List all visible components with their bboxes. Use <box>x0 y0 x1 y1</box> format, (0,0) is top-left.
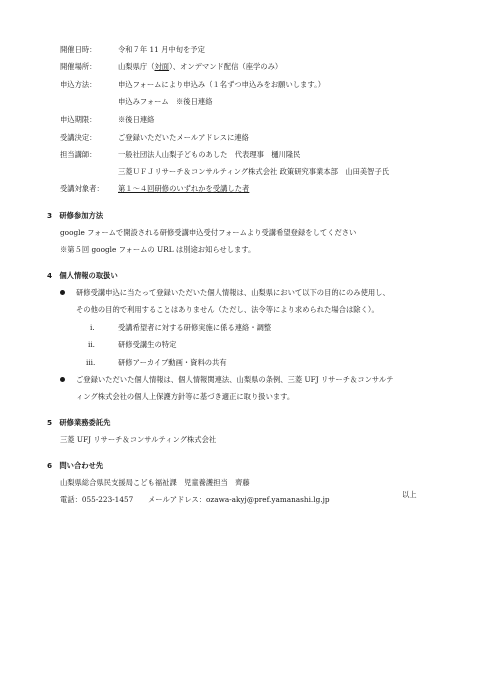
decision-value: ご登録いただいたメールアドレスに連絡 <box>118 133 249 142</box>
instructor-value-2: 三菱ＵＦＪリサーチ＆コンサルティング株式会社 政策研究事業本部 山田美智子氏 <box>118 167 390 176</box>
section4-bullet1-line2: その他の目的で利用することはありません（ただし、法令等により求められた場合は除く）。 <box>76 305 379 314</box>
section5-heading: 5 研修業務委託先 <box>47 418 111 427</box>
apply-method-value-1: 申込フォームにより申込み（１名ずつ申込みをお願いします。） <box>118 80 326 89</box>
list-item-num: iii. <box>86 358 96 367</box>
section6-heading: 6 問い合わせ先 <box>47 461 104 470</box>
list-item-num: i. <box>90 323 95 332</box>
decision-label: 受講決定： <box>60 133 97 142</box>
section3-line1: google フォームで開設される研修受講申込受付フォームより受講希望登録をしてください <box>60 228 357 237</box>
contact-email: メールアドレス：ozawa-akyj@pref.yamanashi.lg.jp <box>148 495 330 504</box>
instructor-label: 担当講師： <box>60 150 97 159</box>
closing-text: 以上 <box>402 490 417 499</box>
list-item-text: 研修受講生の特定 <box>118 340 177 349</box>
date-value: 令和７年 11 月中旬を予定 <box>118 45 205 54</box>
date-label: 開催日時： <box>60 45 97 54</box>
venue-underlined: 対面 <box>154 62 170 71</box>
venue-label: 開催場所： <box>60 62 97 71</box>
apply-method-label: 申込方法： <box>60 80 97 89</box>
section4-bullet2-line1: ご登録いただいた個人情報は、個人情報関連法、山梨県の条例、三菱 UFJ リサーチ＆コンサルテ <box>76 375 394 384</box>
section4-heading: 4 個人情報の取扱い <box>47 271 118 280</box>
deadline-label: 申込期限： <box>60 115 97 124</box>
bullet-icon <box>60 377 65 382</box>
section4-bullet2-line2: ィング株式会社の個人上保護方針等に基づき適正に取り扱います。 <box>76 392 295 401</box>
contact-department: 山梨県総合県民支援局こども福祉課 児童養護担当 齊藤 <box>60 478 250 487</box>
section5-line1: 三菱 UFJ リサーチ＆コンサルティング株式会社 <box>60 435 217 444</box>
bullet-icon <box>60 290 65 295</box>
apply-method-value-2: 申込みフォーム ※後日連絡 <box>118 97 213 106</box>
list-item-text: 研修アーカイブ動画・資料の共有 <box>118 358 227 367</box>
venue-value: 山梨県庁（対面）、オンデマンド配信（座学のみ） <box>118 62 283 71</box>
instructor-value-1: 一般社団法人山梨子どものあした 代表理事 樋川隆民 <box>118 150 301 159</box>
list-item-num: ii. <box>88 340 95 349</box>
section3-line2: ※第５回 google フォームの URL は別途お知らせします。 <box>60 245 256 254</box>
target-label: 受講対象者： <box>60 184 104 193</box>
section3-heading: 3 研修参加方法 <box>47 211 104 220</box>
deadline-value: ※後日連絡 <box>118 115 155 124</box>
list-item-text: 受講希望者に対する研修実施に係る連絡・調整 <box>118 323 272 332</box>
target-value: 第１～４回研修のいずれかを受講した者 <box>118 184 250 193</box>
contact-phone: 電話：055-223-1457 <box>60 495 134 504</box>
section4-bullet1-line1: 研修受講申込に当たって登録いただいた個人情報は、山梨県において以下の目的にのみ使用し、 <box>76 288 390 297</box>
